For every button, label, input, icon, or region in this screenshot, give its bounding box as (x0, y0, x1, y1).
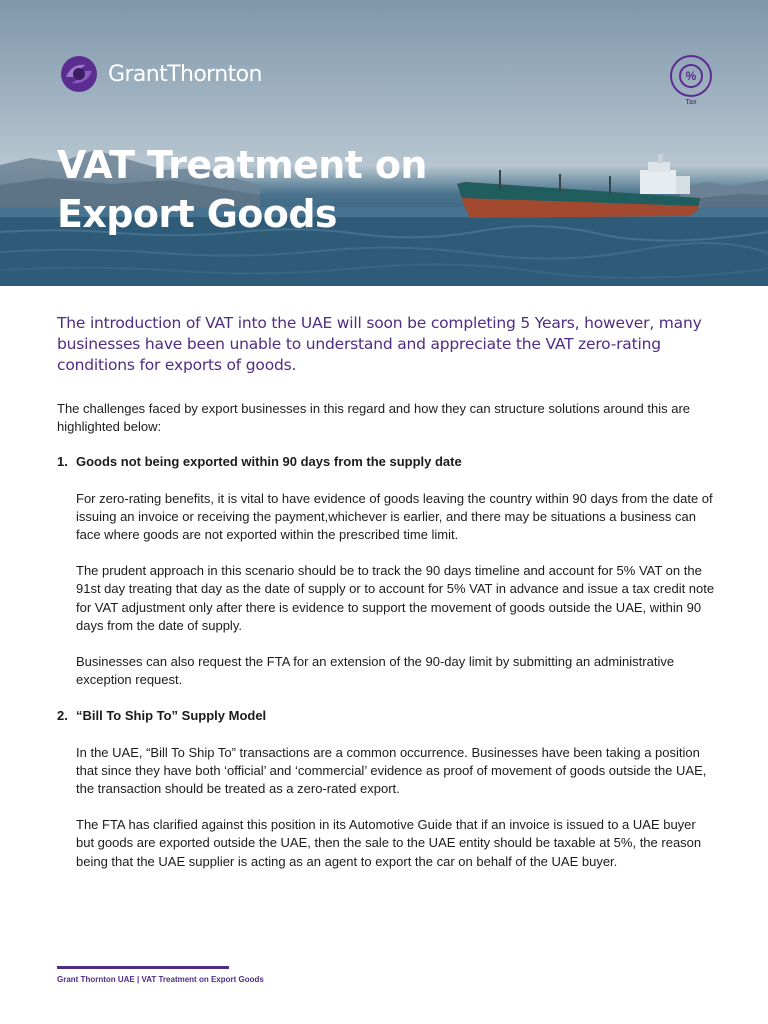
section-paragraphs (57, 490, 717, 690)
lead-paragraph: The challenges faced by export businesses in this regard and how they can structure solutions around this are highlighted below: (57, 401, 691, 435)
paragraph: The prudent approach in this scenario should be to track the 90 days timeline and account for 5% VAT on the 91st day treating that day as the date of supply or to account for 5% VAT in advance and issue a tax credit note for VAT adjustment only after there is evidence to support the movement of goods outside the UAE, within 90 days from the date of supply. (76, 563, 715, 633)
tax-badge-circle (670, 55, 712, 97)
intro-paragraph: The introduction of VAT into the UAE will soon be completing 5 Years, however, many businesses have been unable to understand and appreciate the VAT zero-rating conditions for exports of goods. (57, 314, 702, 374)
footer-caption: Grant Thornton UAE | VAT Treatment on Export Goods (57, 975, 264, 984)
grant-thornton-logo-icon (60, 55, 98, 93)
section-heading (57, 453, 717, 471)
section-number: 1. (57, 454, 68, 470)
tax-label: Tax (685, 99, 697, 106)
section-heading (57, 707, 717, 725)
percent-icon: % (679, 64, 703, 88)
footer-divider (57, 966, 229, 969)
paragraph: The FTA has clarified against this position in its Automotive Guide that if an invoice is issued to a UAE buyer but goods are exported outside the UAE, then the sale to the UAE entity should be taxable at 5%, the reason being that the UAE supplier is acting as an agent to export the car on behalf of the UAE buyer. (76, 817, 702, 869)
paragraph: In the UAE, “Bill To Ship To” transactions are a common occurrence. Businesses have been taking a position that since they have both ‘official’ and ‘commercial’ evidence as proof of movement of goods outside the UAE, the transaction should be treated as a zero-rated export. (76, 744, 707, 797)
section-paragraphs (57, 744, 717, 871)
paragraph: For zero-rating benefits, it is vital to have evidence of goods leaving the country within 90 days from the date of issuing an invoice or receiving the payment,whichever is earlier, and there may be situations a business can face where goods are not exported within the prescribed time limit. (76, 490, 713, 543)
brand-name: GrantThornton (108, 61, 262, 87)
grant-thornton-logo (60, 55, 262, 93)
hero-banner (0, 0, 768, 286)
document-body (57, 400, 717, 889)
title-line-2: Export Goods (57, 192, 337, 236)
tax-badge (669, 55, 713, 106)
section-1 (57, 453, 717, 689)
section-title: Goods not being exported within 90 days from the supply date (76, 454, 462, 470)
section-number: 2. (57, 708, 68, 724)
section-title: “Bill To Ship To” Supply Model (76, 708, 267, 724)
page-title (57, 141, 427, 239)
title-line-1: VAT Treatment on (57, 143, 427, 187)
cargo-ship (457, 154, 700, 218)
section-2 (57, 707, 717, 870)
paragraph: Businesses can also request the FTA for an extension of the 90-day limit by submitting an administrative exception request. (76, 654, 675, 688)
